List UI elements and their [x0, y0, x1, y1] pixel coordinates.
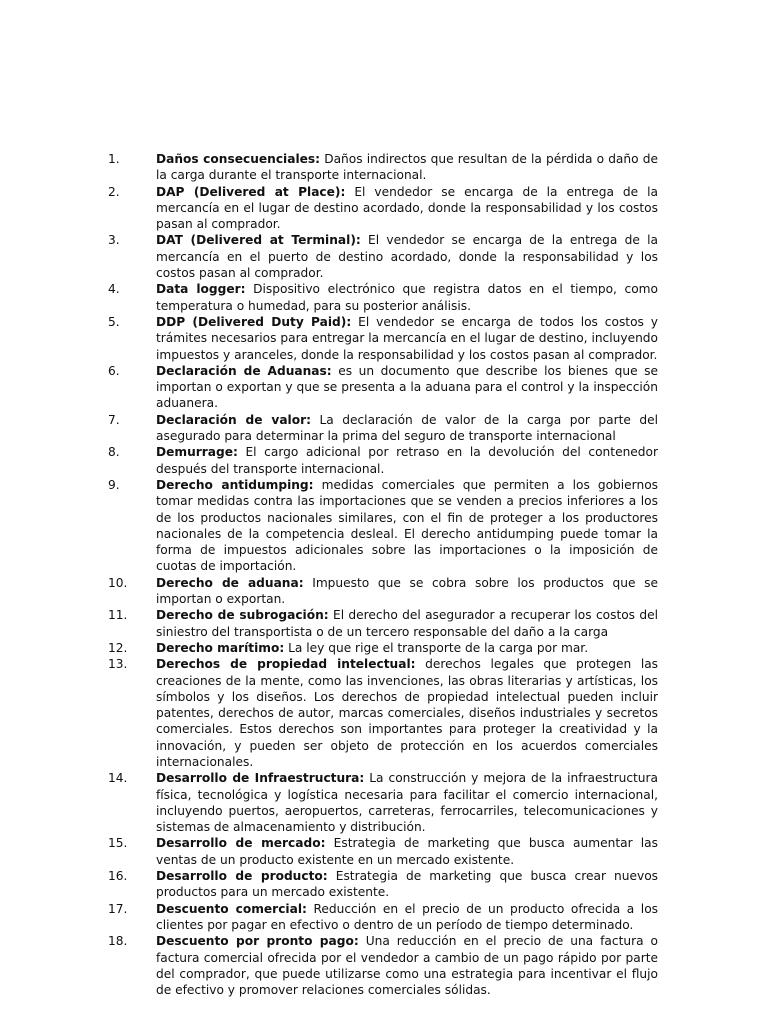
glossary-list	[104, 151, 658, 998]
glossary-entry	[104, 232, 658, 281]
entry-definition: El vendedor se encarga de la entrega de la mercancía en el lugar de destino acordado, donde la responsabilidad y los costos pasan al comprador.	[156, 184, 658, 232]
entry-term: Derecho de aduana:	[156, 575, 304, 590]
entry-term: Desarrollo de Infraestructura:	[156, 771, 365, 786]
glossary-entry	[104, 656, 658, 770]
glossary-entry	[104, 477, 658, 575]
entry-definition: medidas comerciales que permiten a los gobiernos tomar medidas contra las importaciones que se venden a precios inferiores a los de los productos nacionales similares, con el fin de proteger a los productores nacionales de la competencia desleal. El derecho antidumping puede tomar la forma de impuestos adicionales sobre las importaciones o la imposición de cuotas de importación.	[156, 477, 658, 574]
entry-number: 5.	[108, 314, 120, 329]
entry-definition: Impuesto que se cobra sobre los productos que se importan o exportan.	[156, 575, 658, 607]
entry-definition: El derecho del asegurador a recuperar los costos del siniestro del transportista o de un tercero responsable del daño a la carga	[156, 608, 658, 639]
entry-definition: Reducción en el precio de un producto ofrecida a los clientes por pagar en efectivo o dentro de un período de tiempo determinado.	[156, 901, 658, 932]
entry-term: Derechos de propiedad intelectual:	[156, 657, 416, 672]
glossary-entry	[104, 151, 658, 184]
entry-definition: Estrategia de marketing que busca crear nuevos productos para un mercado existente.	[156, 869, 659, 900]
entry-definition: La ley que rige el transporte de la carga por mar.	[288, 640, 589, 655]
entry-number: 12.	[108, 640, 128, 655]
glossary-entry	[104, 281, 658, 314]
entry-term: DDP (Delivered Duty Paid):	[156, 314, 352, 329]
entry-term: Derecho marítimo:	[156, 640, 285, 655]
entry-number: 11.	[108, 608, 128, 623]
glossary-entry	[104, 184, 658, 233]
glossary-entry	[104, 444, 658, 477]
glossary-entry	[104, 314, 658, 363]
entry-definition: El cargo adicional por retraso en la devolución del contenedor después del transporte internacional.	[156, 445, 658, 476]
entry-number: 17.	[108, 901, 128, 916]
entry-number: 8.	[108, 445, 120, 460]
entry-number: 13.	[108, 657, 128, 672]
entry-term: Daños consecuenciales:	[156, 152, 321, 166]
entry-number: 4.	[108, 282, 120, 297]
entry-definition: Estrategia de marketing que busca aumentar las ventas de un producto existente en un mercado existente.	[156, 836, 658, 867]
entry-term: Demurrage:	[156, 445, 238, 460]
entry-definition: derechos legales que protegen las creaciones de la mente, como las invenciones, las obras literarias y artísticas, los símbolos y los diseños. Los derechos de propiedad intelectual pueden incluir patentes, derechos de autor, marcas comerciales, diseños industriales y secretos comerciales. Estos derechos son importantes para proteger la creatividad y la innovación, y pueden ser objeto de protección en los acuerdos comerciales internacionales.	[156, 657, 659, 769]
glossary-entry	[104, 868, 658, 901]
entry-term: DAT (Delivered at Terminal):	[156, 233, 361, 248]
entry-definition: Una reducción en el precio de una factura o factura comercial ofrecida por el vendedor a cambio de un pago rápido por parte del comprador, que puede utilizarse como una estrategia para incentivar el flujo de efectivo y promover relaciones comerciales sólidas.	[156, 934, 659, 998]
entry-term: Desarrollo de producto:	[156, 869, 328, 884]
entry-definition: es un documento que describe los bienes que se importan o exportan y que se presenta a la aduana para el control y la inspección aduanera.	[156, 363, 658, 411]
glossary-entry	[104, 933, 658, 998]
entry-number: 6.	[108, 363, 120, 378]
entry-number: 15.	[108, 836, 128, 851]
entry-term: Declaración de Aduanas:	[156, 363, 332, 378]
entry-number: 7.	[108, 412, 120, 427]
entry-term: Declaración de valor:	[156, 412, 311, 427]
entry-term: Desarrollo de mercado:	[156, 836, 326, 851]
entry-number: 16.	[108, 869, 128, 884]
entry-number: 1.	[108, 152, 120, 166]
entry-number: 3.	[108, 233, 120, 248]
entry-number: 18.	[108, 934, 128, 949]
glossary-entry	[104, 835, 658, 868]
entry-term: Descuento por pronto pago:	[156, 934, 359, 949]
entry-term: Data logger:	[156, 282, 246, 297]
entry-definition: El vendedor se encarga de la entrega de la mercancía en el puerto de destino acordado, donde la responsabilidad y los costos pasan al comprador.	[156, 233, 658, 281]
entry-definition: La declaración de valor de la carga por parte del asegurado para determinar la prima del seguro de transporte internacional	[156, 412, 659, 444]
glossary-entry	[104, 607, 658, 640]
glossary-entry	[104, 363, 658, 412]
entry-number: 2.	[108, 184, 120, 199]
glossary-entry	[104, 640, 658, 656]
entry-term: Derecho antidumping:	[156, 477, 314, 492]
entry-term: DAP (Delivered at Place):	[156, 184, 346, 199]
glossary-entry	[104, 575, 658, 608]
entry-term: Descuento comercial:	[156, 901, 307, 916]
entry-number: 9.	[108, 477, 120, 492]
entry-term: Derecho de subrogación:	[156, 608, 329, 623]
entry-definition: Daños indirectos que resultan de la pérdida o daño de la carga durante el transporte internacional.	[156, 152, 658, 183]
entry-definition: La construcción y mejora de la infraestructura física, tecnológica y logística necesaria para facilitar el comercio internacional, incluyendo puertos, aeropuertos, carreteras, ferrocarriles, telecomunicaciones y sistemas de almacenamiento y distribución.	[156, 771, 659, 835]
glossary-entry	[104, 901, 658, 934]
entry-definition: Dispositivo electrónico que registra datos en el tiempo, como temperatura o humedad, para su posterior análisis.	[156, 282, 659, 313]
entry-number: 10.	[108, 575, 128, 590]
entry-definition: El vendedor se encarga de todos los costos y trámites necesarios para entregar la mercancía en el lugar de destino, incluyendo impuestos y aranceles, donde la responsabilidad y los costos pasan al comprador.	[156, 314, 659, 362]
glossary-entry	[104, 770, 658, 835]
glossary-entry	[104, 412, 658, 445]
entry-number: 14.	[108, 771, 128, 786]
